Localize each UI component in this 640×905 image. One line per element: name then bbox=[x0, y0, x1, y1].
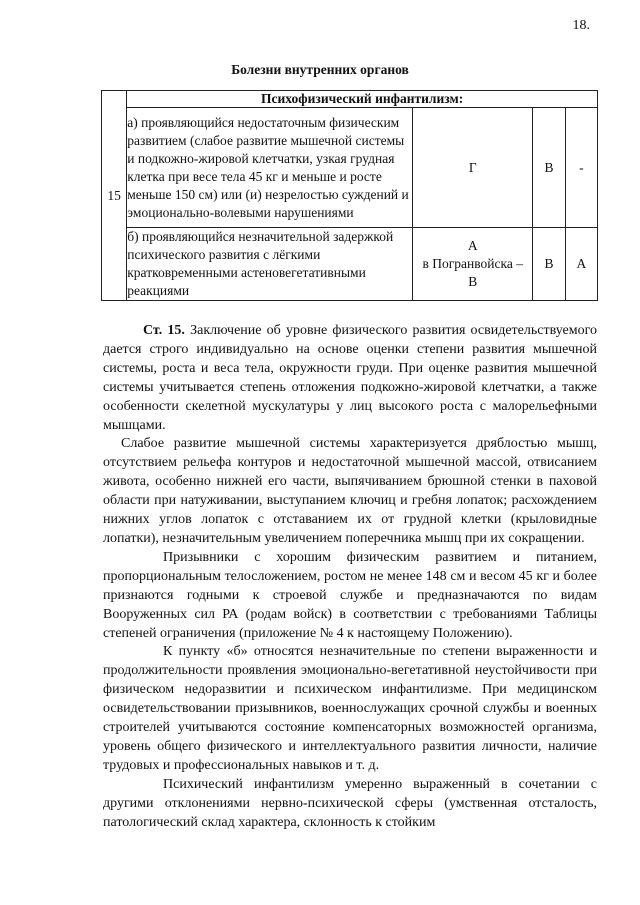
paragraph: Призывники с хорошим физическим развитием и питанием, пропорциональным телосложением, ростом не менее 148 см и весом 45 кг и более признаются годными к строевой службе и предназначаются по видам Вооруженных сил РА (родам войск) в соответствии с требованиями Таблицы степеней ограничения (приложение № 4 к настоящему Положению). bbox=[103, 549, 597, 641]
row-b-category-line: В bbox=[468, 274, 478, 289]
paragraph-text: Заключение об уровне физического развития освидетельствуемого дается строго индивидуально на основе оценки степени развития мышечной системы, роста и веса тела, окружности груди. При оценке развития мышечной системы учитывается степень отложения подкожно-жировой клетчатки, а также особенности скелетной мускулатуры у лиц высокого роста с малорельефными мышцами. bbox=[103, 323, 597, 433]
row-a-col3: - bbox=[565, 108, 597, 228]
paragraph: К пункту «б» относятся незначительные по степени выраженности и продолжительности проявления эмоционально-вегетативной неустойчивости при физическом недоразвитии и психическом инфантилизме. При медицинском освидетельствовании призывников, военнослужащих срочной службы и военных строителей учитываются состояние компенсаторных возможностей организма, уровень общего физического и интеллектуального развития личности, наличие трудовых и профессиональных навыков и т. д. bbox=[103, 644, 597, 773]
row-b-category bbox=[413, 228, 533, 301]
row-a-category-line: Г bbox=[468, 159, 477, 175]
section-heading: Болезни внутренних органов bbox=[231, 62, 409, 77]
table-row bbox=[102, 228, 598, 301]
table-header-row bbox=[102, 91, 598, 108]
paragraph bbox=[103, 322, 597, 435]
table-row bbox=[102, 108, 598, 228]
disease-table bbox=[101, 90, 598, 301]
page-number: 18. bbox=[572, 18, 590, 33]
body-text bbox=[103, 322, 597, 832]
row-a-description: а) проявляющийся недостаточным физическим развитием (слабое развитие мышечной системы и подкожно-жировой клетчатки, узкая грудная клетка при весе тела 45 кг и меньше и росте меньше 150 см) или (и) незрелостью суждений и эмоционально-волевыми нарушениями bbox=[127, 108, 413, 228]
row-b-category-line: А bbox=[467, 238, 478, 253]
row-a-col2: В bbox=[533, 108, 565, 228]
row-b-description: б) проявляющийся незначительной задержкой психического развития с лёгкими кратковременными астеновегетативными реакциями bbox=[127, 228, 413, 301]
article-lead: Ст. 15. bbox=[143, 323, 185, 338]
row-b-category-line: в Погранвойска – bbox=[422, 256, 523, 271]
row-b-col2: В bbox=[533, 228, 565, 301]
table-header-cell: Психофизический инфантилизм: bbox=[127, 91, 598, 108]
paragraph: Слабое развитие мышечной системы характеризуется дряблостью мышц, отсутствием рельефа контуров и недостаточной мышечной массой, отвисанием живота, особенно нижней его части, выпячиванием брюшной стенки в паховой области при натуживании, выступанием ключиц и гребня лопаток; расхождением нижних углов лопаток с отставанием их от грудной клетки (крыловидные лопатки), незначительным увеличением поперечника мышц при их сокращении. bbox=[103, 436, 597, 546]
row-a-category bbox=[413, 108, 533, 228]
article-number-cell: 15 bbox=[102, 91, 127, 301]
paragraph: Психический инфантилизм умеренно выраженный в сочетании с другими отклонениями нервно-психической сферы (умственная отсталость, патологический склад характера, склонность к стойким bbox=[103, 776, 597, 830]
row-b-col3: А bbox=[565, 228, 597, 301]
